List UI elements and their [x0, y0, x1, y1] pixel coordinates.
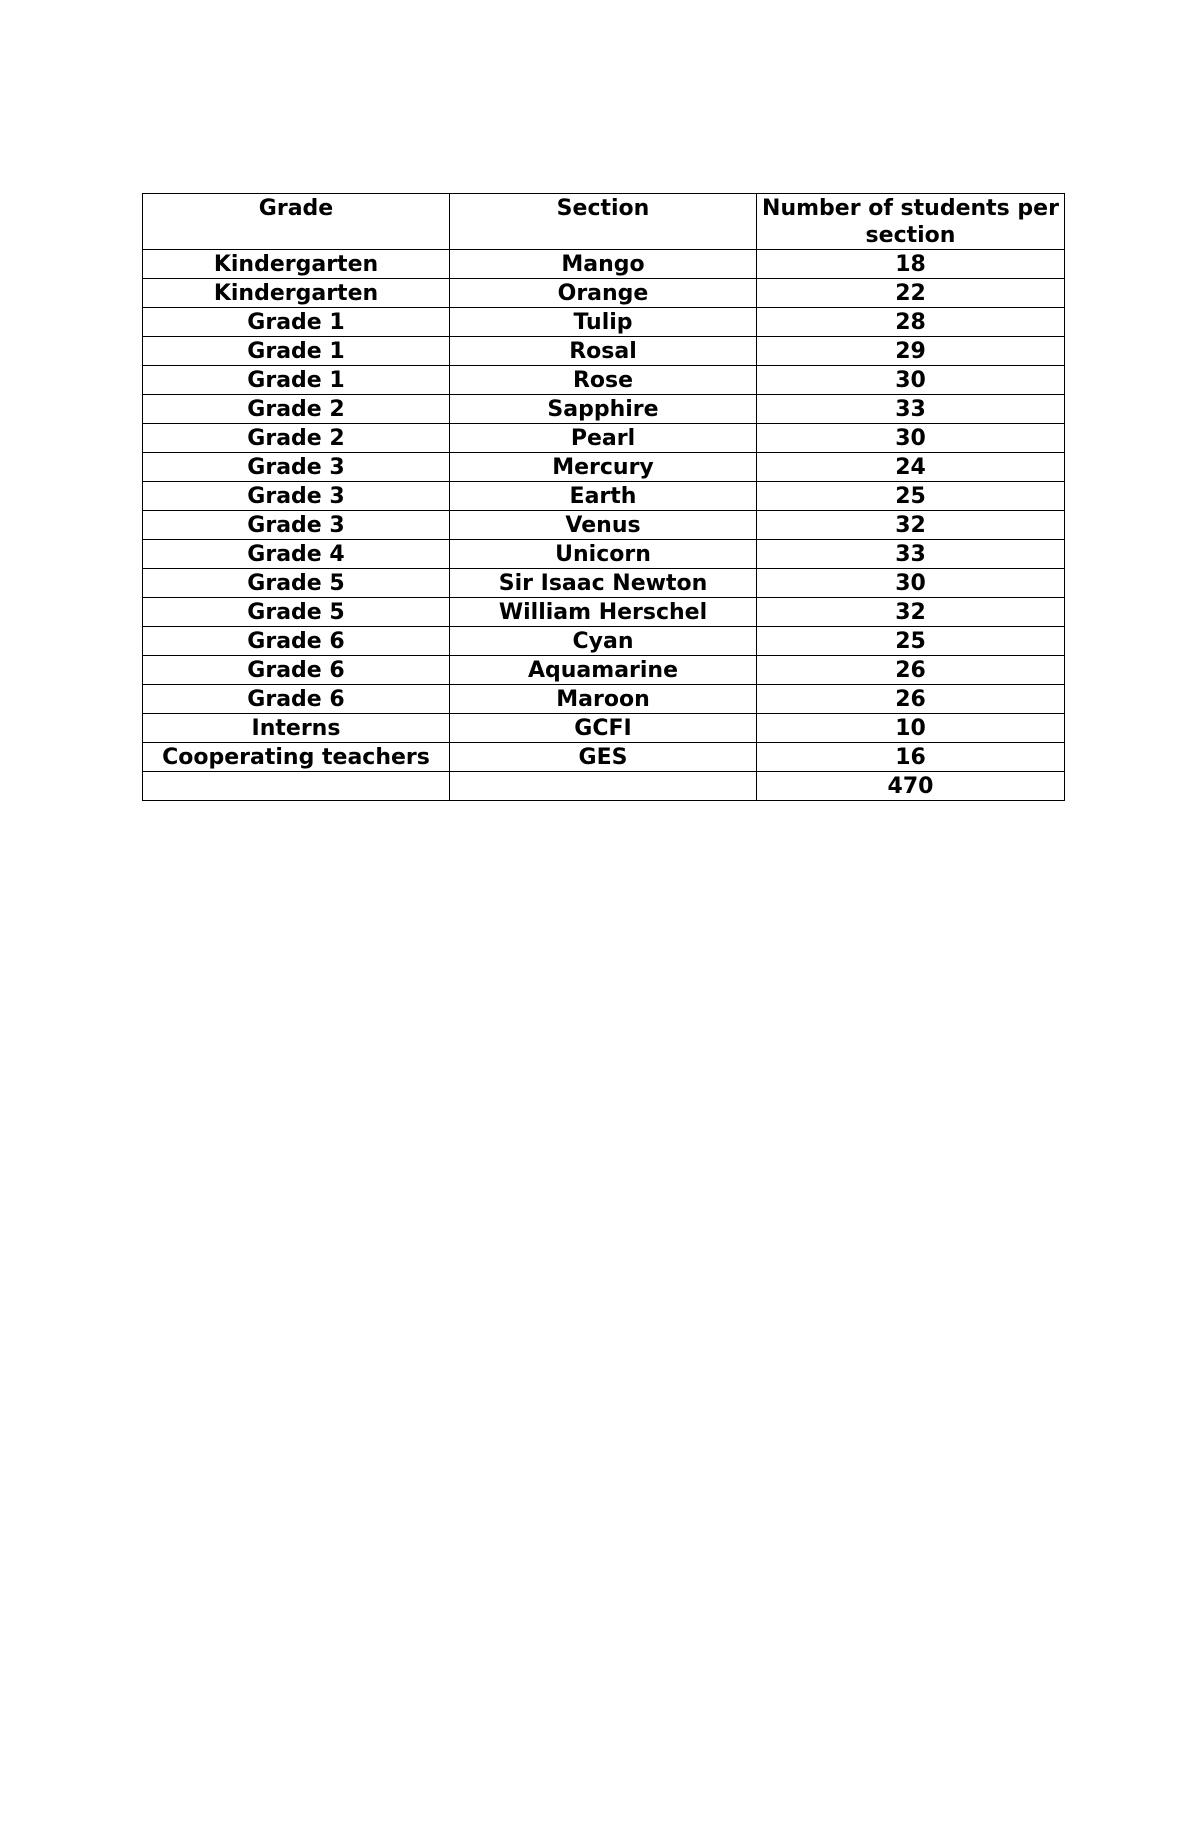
cell-section: Maroon	[450, 685, 757, 714]
header-number-of-students: Number of students per section	[757, 194, 1065, 250]
table-row	[143, 569, 1065, 598]
cell-count: 25	[757, 482, 1065, 511]
cell-section: Orange	[450, 279, 757, 308]
cell-section: GES	[450, 743, 757, 772]
cell-grade: Grade 3	[143, 511, 450, 540]
table-row	[143, 308, 1065, 337]
table-row	[143, 279, 1065, 308]
cell-grade: Grade 5	[143, 569, 450, 598]
cell-count: 30	[757, 366, 1065, 395]
table-row	[143, 453, 1065, 482]
cell-grade: Grade 6	[143, 627, 450, 656]
cell-grade: Grade 6	[143, 656, 450, 685]
cell-count: 28	[757, 308, 1065, 337]
table-row	[143, 743, 1065, 772]
cell-count: 33	[757, 540, 1065, 569]
total-grade-cell	[143, 772, 450, 801]
cell-count: 32	[757, 511, 1065, 540]
table-row	[143, 482, 1065, 511]
cell-section: Sapphire	[450, 395, 757, 424]
cell-grade: Grade 2	[143, 395, 450, 424]
table-row	[143, 598, 1065, 627]
cell-section: Rosal	[450, 337, 757, 366]
cell-section: Sir Isaac Newton	[450, 569, 757, 598]
cell-count: 32	[757, 598, 1065, 627]
cell-count: 33	[757, 395, 1065, 424]
table-row	[143, 627, 1065, 656]
table-row	[143, 540, 1065, 569]
cell-section: Tulip	[450, 308, 757, 337]
cell-grade: Grade 4	[143, 540, 450, 569]
cell-section: Unicorn	[450, 540, 757, 569]
cell-grade: Grade 5	[143, 598, 450, 627]
cell-count: 18	[757, 250, 1065, 279]
table-header-row	[143, 194, 1065, 250]
cell-grade: Interns	[143, 714, 450, 743]
cell-grade: Grade 1	[143, 366, 450, 395]
cell-grade: Grade 6	[143, 685, 450, 714]
cell-section: Earth	[450, 482, 757, 511]
cell-section: Pearl	[450, 424, 757, 453]
cell-grade: Kindergarten	[143, 279, 450, 308]
cell-section: Venus	[450, 511, 757, 540]
cell-section: Rose	[450, 366, 757, 395]
table-row	[143, 424, 1065, 453]
cell-grade: Grade 1	[143, 308, 450, 337]
cell-section: GCFI	[450, 714, 757, 743]
cell-grade: Grade 3	[143, 482, 450, 511]
header-grade: Grade	[143, 194, 450, 250]
cell-grade: Cooperating teachers	[143, 743, 450, 772]
cell-grade: Kindergarten	[143, 250, 450, 279]
table-row	[143, 714, 1065, 743]
cell-count: 25	[757, 627, 1065, 656]
cell-section: Mango	[450, 250, 757, 279]
cell-grade: Grade 3	[143, 453, 450, 482]
cell-count: 30	[757, 424, 1065, 453]
cell-section: Aquamarine	[450, 656, 757, 685]
table-row	[143, 366, 1065, 395]
cell-section: Cyan	[450, 627, 757, 656]
table-total-row	[143, 772, 1065, 801]
table-row	[143, 337, 1065, 366]
cell-count: 16	[757, 743, 1065, 772]
table-row	[143, 656, 1065, 685]
table-row	[143, 395, 1065, 424]
cell-section: Mercury	[450, 453, 757, 482]
cell-count: 29	[757, 337, 1065, 366]
cell-grade: Grade 1	[143, 337, 450, 366]
cell-count: 22	[757, 279, 1065, 308]
cell-grade: Grade 2	[143, 424, 450, 453]
cell-count: 30	[757, 569, 1065, 598]
table-row	[143, 250, 1065, 279]
total-count-cell: 470	[757, 772, 1065, 801]
total-section-cell	[450, 772, 757, 801]
cell-count: 10	[757, 714, 1065, 743]
header-section: Section	[450, 194, 757, 250]
cell-count: 24	[757, 453, 1065, 482]
table-row	[143, 685, 1065, 714]
cell-section: William Herschel	[450, 598, 757, 627]
cell-count: 26	[757, 685, 1065, 714]
table-row	[143, 511, 1065, 540]
cell-count: 26	[757, 656, 1065, 685]
students-per-section-table	[142, 193, 1065, 801]
